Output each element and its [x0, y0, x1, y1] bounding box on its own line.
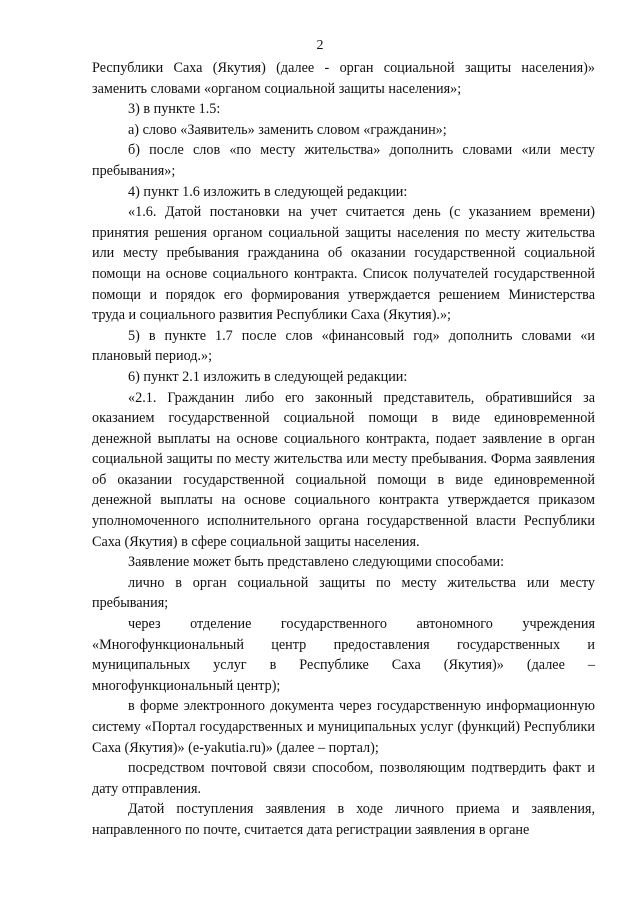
paragraph-continuation: Республики Саха (Якутия) (далее - орган социальной защиты населения)» заменить словами «органом социальной защиты населения»;: [92, 60, 595, 97]
paragraph-item-3: 3) в пункте 1.5:: [128, 101, 221, 118]
paragraph-item-4: 4) пункт 1.6 изложить в следующей редакции:: [128, 183, 408, 200]
paragraph-method-portal: в форме электронного документа через государственную информационную систему «Портал государственных и муниципальных услуг (функций) Республики Саха (Якутия)» (e-yakutia.ru)» (далее – портал);: [92, 698, 595, 756]
paragraph-clause-1-6: «1.6. Датой постановки на учет считается день (с указанием времени) принятия решения органом социальной защиты населения по месту жительства или месту пребывания гражданина об оказании государственной социальной помощи на основе социального контракта. Список получателей государственной помощи и порядок его формирования утверждается решением Министерства труда и социального развития Республики Саха (Якутия).»;: [92, 204, 595, 324]
page-number: 2: [316, 38, 324, 53]
paragraph-submission-methods: Заявление может быть представлено следующими способами:: [128, 554, 505, 571]
paragraph-item-5: 5) в пункте 1.7 после слов «финансовый год» дополнить словами «и плановый период.»;: [92, 327, 595, 365]
paragraph-method-post: посредством почтовой связи способом, позволяющим подтвердить факт и дату отправления.: [92, 760, 595, 797]
document-body: [92, 58, 595, 841]
paragraph-item-6: 6) пункт 2.1 изложить в следующей редакции:: [128, 368, 408, 385]
paragraph-item-3a: а) слово «Заявитель» заменить словом «гражданин»;: [128, 121, 447, 138]
paragraph-clause-2-1: «2.1. Гражданин либо его законный представитель, обратившийся за оказанием государственной социальной помощи в виде единовременной денежной выплаты на основе социального контракта, подает заявление в орган социальной защиты по месту жительства или месту пребывания. Форма заявления об оказании государственной социальной помощи в виде единовременной денежной выплаты на основе социального контракта утверждается приказом уполномоченного исполнительного органа государственной власти Республики Саха (Якутия) в сфере социальной защиты населения.: [92, 389, 595, 550]
paragraph-method-in-person: лично в орган социальной защиты по месту жительства или месту пребывания;: [92, 574, 595, 612]
paragraph-item-3b: б) после слов «по месту жительства» дополнить словами «или месту пребывания»;: [92, 142, 595, 179]
paragraph-method-mfc: через отделение государственного автономного учреждения «Многофункциональный центр предоставления государственных и муниципальных услуг в Республике Саха (Якутия)» (далее – многофункциональный центр);: [92, 616, 595, 694]
paragraph-receipt-date: Датой поступления заявления в ходе личного приема и заявления, направленного по почте, считается дата регистрации заявления в органе: [92, 801, 595, 838]
